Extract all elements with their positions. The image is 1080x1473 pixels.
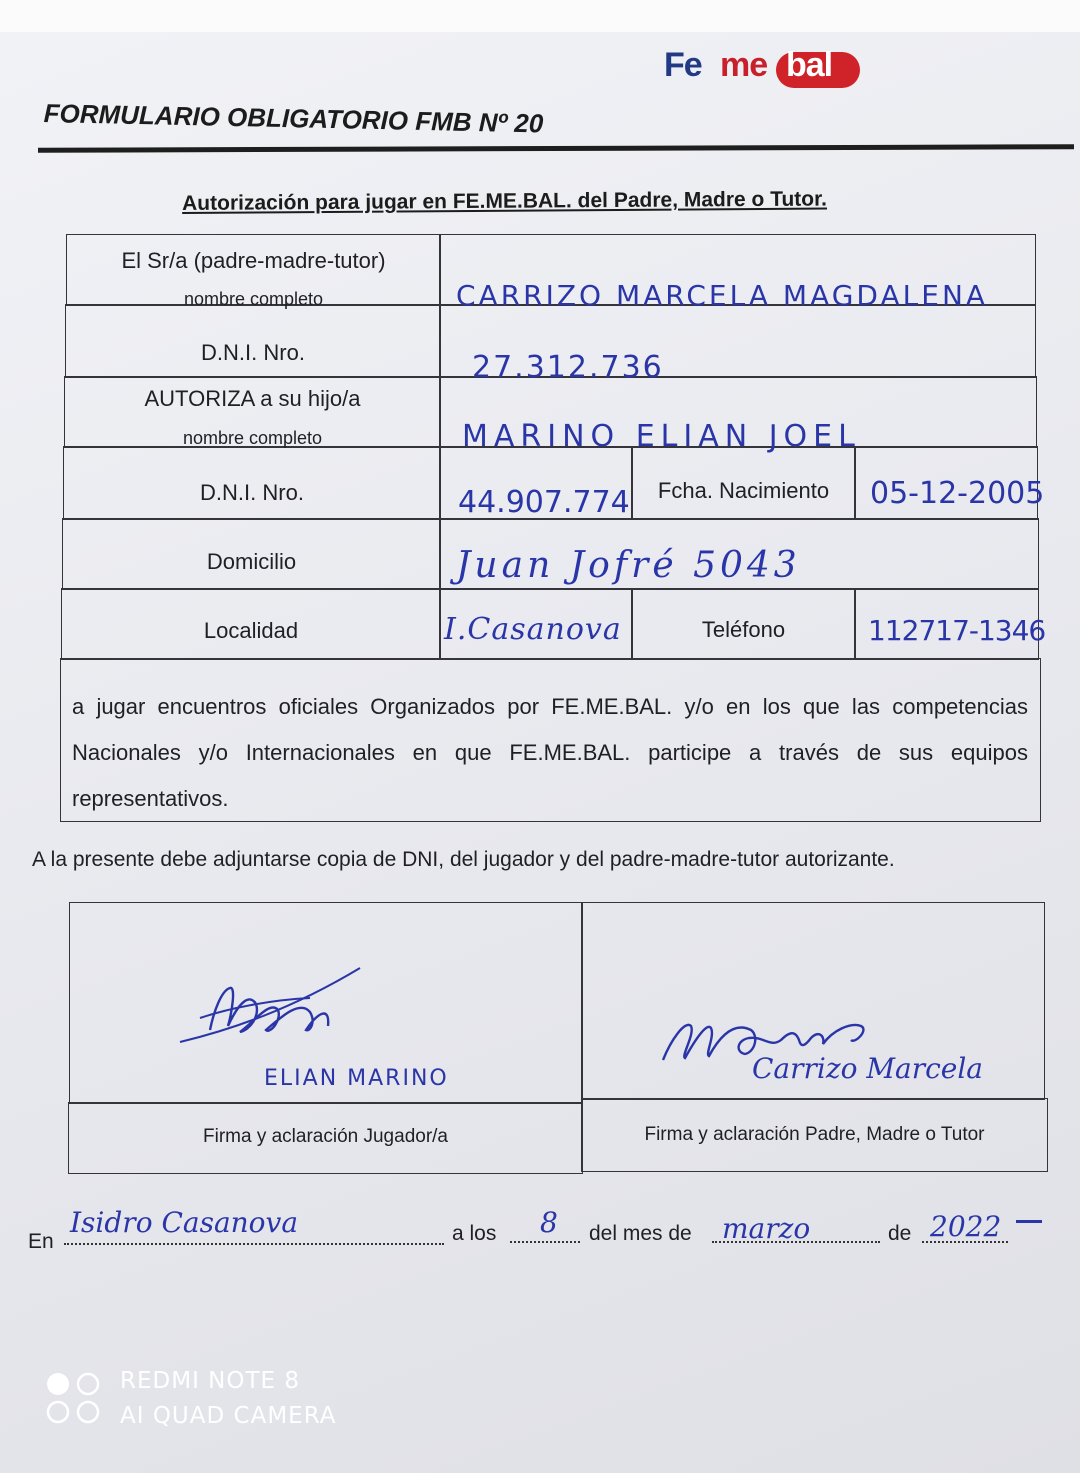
child-name-value: MARINO ELIAN JOEL [462,419,861,454]
authorization-paragraph: a jugar encuentros oficiales Organizados por FE.ME.BAL. y/o en los que las competencias Nacionales y/o Internacionales en que FE.ME.BAL. participe a través de sus equipos representativos. [72,694,1028,811]
parent-dni-label: D.N.I. Nro. [201,340,305,365]
phone-value: 112717-1346 [868,614,1046,647]
phone-label: Teléfono [701,617,786,642]
address-value: Juan Jofré 5043 [456,545,801,586]
femebal-logo [664,44,864,94]
parent-name-value: CARRIZO MARCELA MAGDALENA [456,279,989,312]
birth-label: Fcha. Nacimiento [657,478,830,503]
footer-place: Isidro Casanova [70,1206,299,1239]
parent-label: El Sr/a (padre-madre-tutor) [121,248,386,273]
footer-day-line [510,1241,580,1243]
top-strip [0,0,1080,32]
child-sublabel: nombre completo [182,428,323,448]
locality-value: I.Casanova [444,612,622,647]
parent-signature-caption: Firma y aclaración Padre, Madre o Tutor [644,1124,985,1145]
watermark-device: REDMI NOTE 8 [120,1368,300,1394]
dni-attachment-note: A la presente debe adjuntarse copia de DNI, del jugador y del padre-madre-tutor autorizante. [32,848,895,871]
footer-year: 2022 [930,1210,1002,1243]
child-label: AUTORIZA a su hijo/a [144,386,361,411]
footer-place-line [64,1243,444,1245]
parent-sublabel: nombre completo [183,289,324,309]
form-title: FORMULARIO OBLIGATORIO FMB Nº 20 [43,98,544,139]
footer-dash [1016,1220,1042,1223]
footer-del-mes-de: del mes de [589,1222,692,1245]
footer-month: marzo [722,1212,811,1245]
form-subtitle: Autorización para jugar en FE.ME.BAL. del Padre, Madre o Tutor. [182,187,828,215]
locality-label: Localidad [203,618,299,643]
logo-text-me: me [720,46,768,84]
footer-en: En [28,1230,54,1253]
logo-text-bal: bal [786,46,833,84]
camera-watermark-icon [44,1370,104,1430]
parent-dni-value: 27.312.736 [472,350,664,385]
parent-clarification: Carrizo Marcela [752,1052,983,1085]
footer-a-los: a los [452,1222,497,1245]
watermark-camera: AI QUAD CAMERA [120,1403,337,1429]
player-signature-graphic [170,960,380,1060]
logo-text-fe: Fe [664,46,702,84]
player-clarification: ELIAN MARINO [264,1066,449,1091]
child-dni-value: 44.907.774 [458,485,630,520]
footer-de: de [888,1222,912,1245]
footer-day: 8 [540,1206,558,1239]
player-signature-caption: Firma y aclaración Jugador/a [203,1126,448,1147]
address-label: Domicilio [206,549,297,574]
child-dni-label: D.N.I. Nro. [200,480,304,505]
birth-date-value: 05-12-2005 [870,476,1045,511]
